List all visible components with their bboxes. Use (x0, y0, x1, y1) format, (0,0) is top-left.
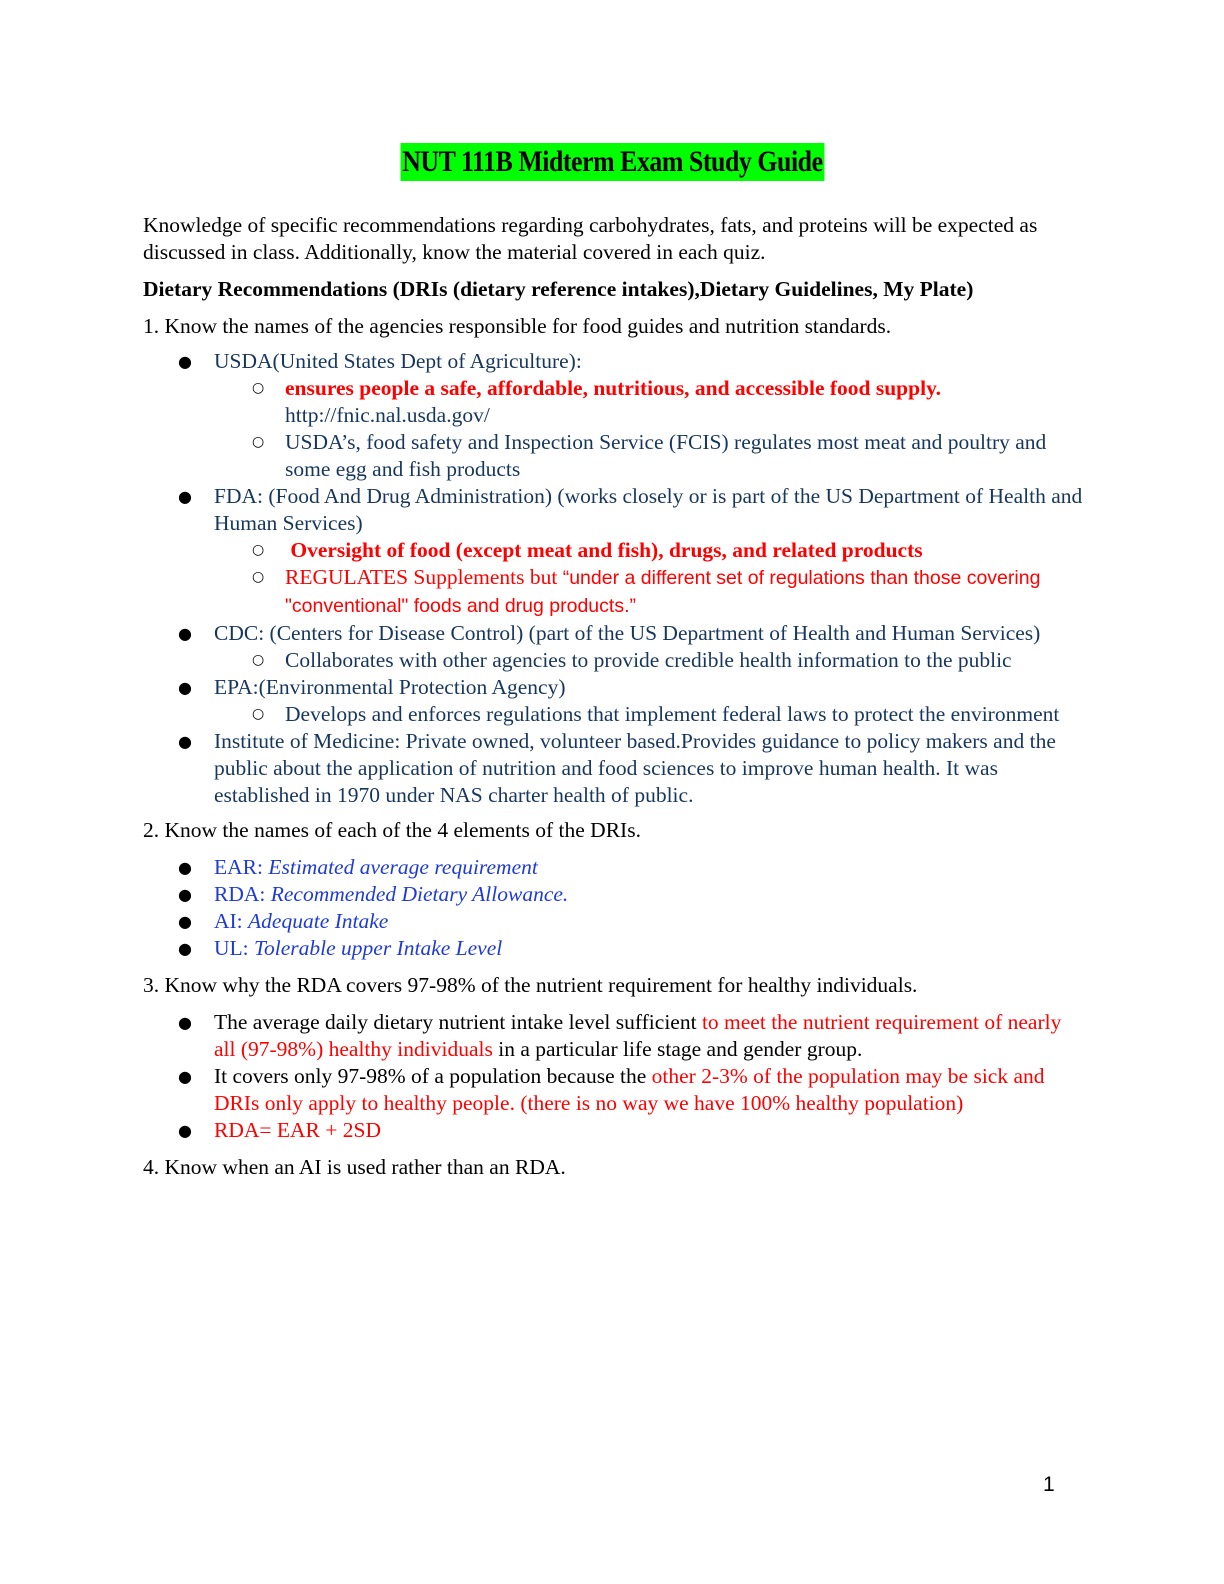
dri-ai-abbr: AI: (214, 909, 249, 933)
usda-label: USDA(United States Dept of Agriculture): (214, 349, 582, 373)
dri-ul-name: Tolerable upper Intake Level (254, 936, 503, 960)
question-3: 3. Know why the RDA covers 97-98% of the nutrient requirement for healthy individuals. (143, 973, 918, 997)
fda-sub-2 (214, 564, 1083, 620)
usda-url-link[interactable]: http://fnic.nal.usda.gov/ (285, 403, 490, 427)
usda-sub-1-bold: ensures people a safe, affordable, nutritious, and accessible food supply. (285, 376, 942, 400)
dri-list (143, 854, 1083, 962)
agency-epa (143, 674, 1083, 728)
epa-label: EPA:(Environmental Protection Agency) (214, 675, 566, 699)
cdc-sublist (143, 647, 1083, 674)
agency-usda (143, 348, 1083, 483)
question-1: 1. Know the names of the agencies responsible for food guides and nutrition standards. (143, 314, 892, 338)
agency-cdc (143, 620, 1083, 674)
dri-rda (143, 881, 1083, 908)
fda-sub-1-text: Oversight of food (except meat and fish), drugs, and related products (290, 538, 923, 562)
title-block (0, 143, 1224, 181)
fda-sub-1 (214, 537, 1083, 564)
dri-ai (143, 908, 1083, 935)
dri-ear-abbr: EAR: (214, 855, 269, 879)
rda-b2-b: other 2-3% of the population may be sick and DRIs only apply to healthy people. (there is no way we have 100% healthy population) (214, 1064, 1045, 1115)
epa-sub-1: ○ Develops and enforces regulations that implement federal laws to protect the environment (214, 701, 1083, 728)
rda-bullet-1 (143, 1009, 1083, 1063)
question-2: 2. Know the names of each of the 4 elements of the DRIs. (143, 818, 641, 842)
cdc-sub-1: ○ Collaborates with other agencies to provide credible health information to the public (214, 647, 1083, 674)
usda-sub-1 (214, 375, 1083, 429)
agency-fda (143, 483, 1083, 620)
page-number: 1 (1043, 1473, 1055, 1496)
page-title: NUT 111B Midterm Exam Study Guide (400, 143, 824, 181)
rda-b1-c: in a particular life stage and gender group. (492, 1037, 863, 1061)
rda-bullet-2 (143, 1063, 1083, 1117)
question-4: 4. Know when an AI is used rather than an RDA. (143, 1155, 566, 1179)
rda-list (143, 1009, 1083, 1144)
dri-ul (143, 935, 1083, 962)
fda-label: FDA: (Food And Drug Administration) (works closely or is part of the US Department of Health and Human Services) (214, 484, 1083, 535)
rda-b1-a: The average daily dietary nutrient intake level sufficient (214, 1010, 702, 1034)
agency-iom: ● Institute of Medicine: Private owned, volunteer based.Provides guidance to policy makers and the public about the application of nutrition and food sciences to improve human health. It was established in 1970 under NAS charter health of public. (143, 728, 1083, 809)
dri-ul-abbr: UL: (214, 936, 255, 960)
rda-bullet-3: ● RDA= EAR + 2SD (143, 1117, 1083, 1144)
dri-rda-abbr: RDA: (214, 882, 271, 906)
epa-sublist (143, 701, 1083, 728)
fda-sub-2-b: “under a different set of regulations than those covering "conventional" foods and drug products.” (285, 567, 1041, 617)
dri-ear-name: Estimated average requirement (268, 855, 538, 879)
dri-ear (143, 854, 1083, 881)
section-heading: Dietary Recommendations (DRIs (dietary reference intakes),Dietary Guidelines, My Plate) (143, 277, 974, 301)
cdc-label: CDC: (Centers for Disease Control) (part of the US Department of Health and Human Services) (214, 621, 1041, 645)
document-body (143, 212, 1083, 1181)
usda-sublist (143, 375, 1083, 483)
intro-paragraph: Knowledge of specific recommendations regarding carbohydrates, fats, and proteins will be expected as discussed in class. Additionally, know the material covered in each quiz. (143, 213, 1038, 264)
dri-rda-name: Recommended Dietary Allowance. (270, 882, 569, 906)
fda-sub-2-a: REGULATES Supplements but (285, 565, 563, 589)
dri-ai-name: Adequate Intake (248, 909, 389, 933)
rda-b1-b: to meet the nutrient requirement of nearly all (97-98%) healthy individuals (214, 1010, 1062, 1061)
usda-sub-2: ○ USDA’s, food safety and Inspection Service (FCIS) regulates most meat and poultry and some egg and fish products (214, 429, 1083, 483)
fda-sublist (143, 537, 1083, 620)
rda-b2-a: It covers only 97-98% of a population because the (214, 1064, 652, 1088)
agency-list (143, 348, 1083, 809)
